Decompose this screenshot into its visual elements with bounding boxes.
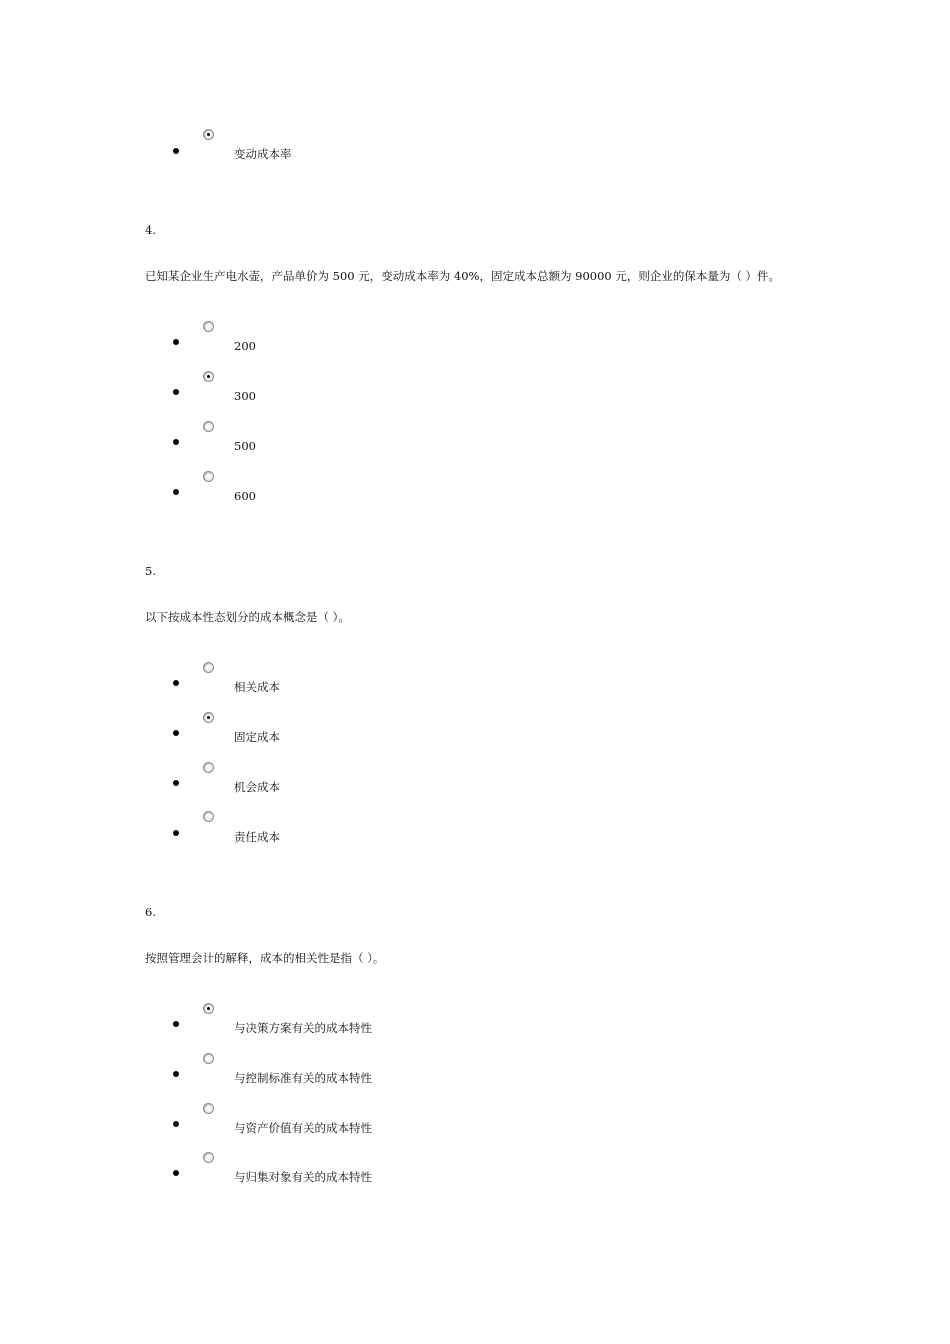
option-label: 与决策方案有关的成本特性 bbox=[234, 1021, 372, 1035]
question-number: 6. bbox=[145, 905, 156, 919]
bullet-icon bbox=[173, 1121, 179, 1127]
option-label: 相关成本 bbox=[234, 680, 280, 694]
bullet-icon bbox=[173, 680, 179, 686]
question-text: 已知某企业生产电水壶，产品单价为 500 元，变动成本率为 40%，固定成本总额为 90000 元，则企业的保本量为（ ）件。 bbox=[145, 269, 781, 283]
bullet-icon bbox=[173, 339, 179, 345]
option-label: 与控制标准有关的成本特性 bbox=[234, 1071, 372, 1085]
bullet-icon bbox=[173, 1071, 179, 1077]
option-label: 200 bbox=[234, 339, 256, 353]
radio-button[interactable] bbox=[203, 1003, 214, 1014]
question-number: 4. bbox=[145, 223, 156, 237]
option-label: 500 bbox=[234, 439, 256, 453]
option-label: 变动成本率 bbox=[234, 147, 292, 161]
radio-button[interactable] bbox=[203, 712, 214, 723]
radio-button[interactable] bbox=[203, 321, 214, 332]
option-label: 责任成本 bbox=[234, 830, 280, 844]
option-label: 600 bbox=[234, 489, 256, 503]
radio-button[interactable] bbox=[203, 371, 214, 382]
radio-button[interactable] bbox=[203, 1152, 214, 1163]
question-text: 以下按成本性态划分的成本概念是（ ）。 bbox=[145, 610, 350, 624]
radio-button[interactable] bbox=[203, 811, 214, 822]
radio-button[interactable] bbox=[203, 421, 214, 432]
question-text: 按照管理会计的解释，成本的相关性是指（ ）。 bbox=[145, 951, 385, 965]
radio-button[interactable] bbox=[203, 471, 214, 482]
bullet-icon bbox=[173, 1021, 179, 1027]
bullet-icon bbox=[173, 730, 179, 736]
bullet-icon bbox=[173, 830, 179, 836]
radio-button[interactable] bbox=[203, 129, 214, 140]
bullet-icon bbox=[173, 148, 179, 154]
bullet-icon bbox=[173, 439, 179, 445]
option-label: 与资产价值有关的成本特性 bbox=[234, 1121, 372, 1135]
bullet-icon bbox=[173, 489, 179, 495]
bullet-icon bbox=[173, 780, 179, 786]
bullet-icon bbox=[173, 1170, 179, 1176]
option-label: 固定成本 bbox=[234, 730, 280, 744]
bullet-icon bbox=[173, 389, 179, 395]
option-label: 与归集对象有关的成本特性 bbox=[234, 1170, 372, 1184]
option-label: 300 bbox=[234, 389, 256, 403]
option-label: 机会成本 bbox=[234, 780, 280, 794]
radio-button[interactable] bbox=[203, 662, 214, 673]
question-number: 5. bbox=[145, 564, 156, 578]
radio-button[interactable] bbox=[203, 1103, 214, 1114]
radio-button[interactable] bbox=[203, 762, 214, 773]
radio-button[interactable] bbox=[203, 1053, 214, 1064]
